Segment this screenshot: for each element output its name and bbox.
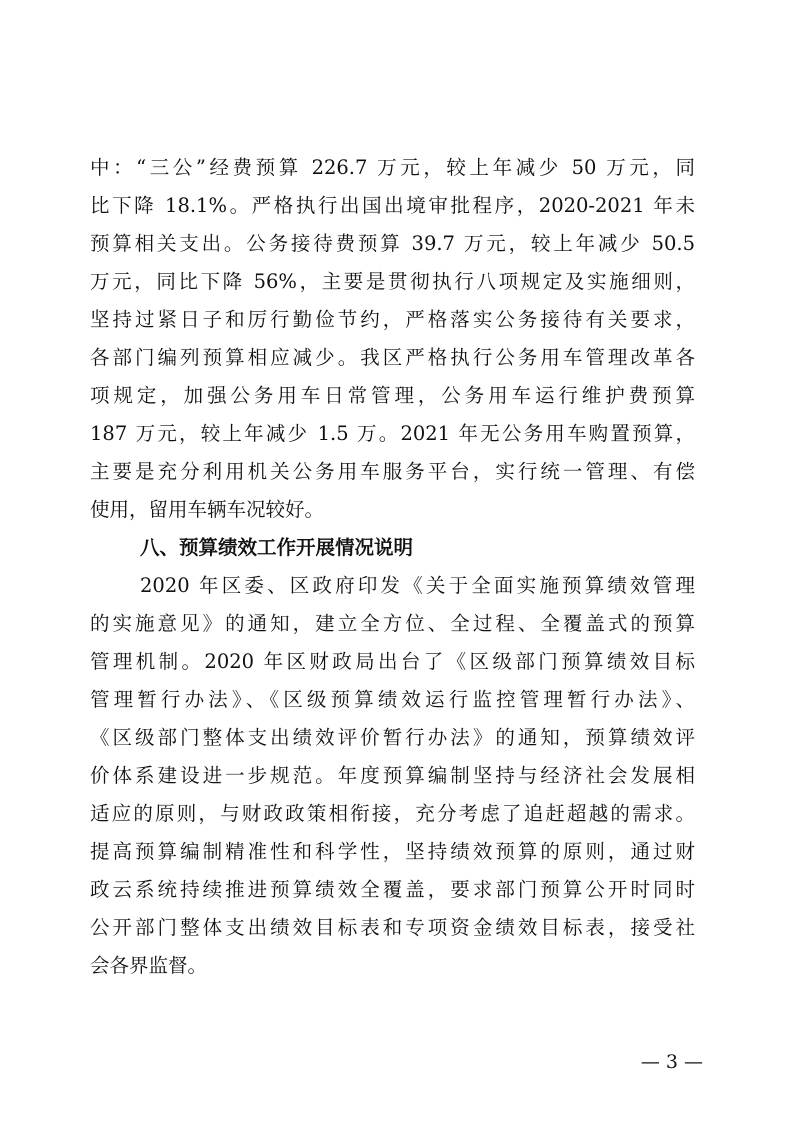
paragraph-2-line-6: 价体系建设进一步规范。年度预算编制坚持与经济社会发展相	[90, 764, 695, 787]
paragraph-2-line-2: 的实施意见》的通知，建立全方位、全过程、全覆盖式的预算	[90, 612, 695, 635]
paragraph-2-line-9: 政云系统持续推进预算绩效全覆盖，要求部门预算公开时同时	[90, 878, 695, 901]
paragraph-2-line-3: 管理机制。2020 年区财政局出台了《区级部门预算绩效目标	[90, 650, 695, 673]
paragraph-2-line-5: 《区级部门整体支出绩效评价暂行办法》的通知，预算绩效评	[90, 726, 695, 749]
section-heading: 八、预算绩效工作开展情况说明	[140, 536, 414, 559]
paragraph-1-line-9: 主要是充分利用机关公务用车服务平台，实行统一管理、有偿	[90, 460, 695, 483]
paragraph-2-line-4: 管理暂行办法》、《区级预算绩效运行监控管理暂行办法》、	[90, 688, 695, 711]
paragraph-1-line-7: 项规定，加强公务用车日常管理，公务用车运行维护费预算	[90, 384, 695, 407]
paragraph-1-line-8: 187 万元，较上年减少 1.5 万。2021 年无公务用车购置预算，	[90, 422, 695, 445]
paragraph-2-line-8: 提高预算编制精准性和科学性，坚持绩效预算的原则，通过财	[90, 840, 695, 863]
paragraph-1-line-4: 万元，同比下降 56%，主要是贯彻执行八项规定及实施细则，	[90, 270, 695, 293]
paragraph-1-line-2: 比下降 18.1%。严格执行出国出境审批程序，2020-2021 年未	[90, 194, 695, 217]
paragraph-1-line-1: 中：“三公”经费预算 226.7 万元，较上年减少 50 万元，同	[90, 156, 695, 179]
paragraph-2-line-10: 公开部门整体支出绩效目标表和专项资金绩效目标表，接受社	[90, 916, 695, 939]
paragraph-1-line-5: 坚持过紧日子和厉行勤俭节约，严格落实公务接待有关要求，	[90, 308, 695, 331]
paragraph-2-line-7: 适应的原则，与财政政策相衔接，充分考虑了追赶超越的需求。	[90, 802, 695, 825]
paragraph-2-line-11: 会各界监督。	[90, 954, 208, 977]
page-number: — 3 —	[640, 1051, 703, 1073]
paragraph-1-line-10: 使用，留用车辆车况较好。	[90, 498, 325, 521]
paragraph-2-line-1: 2020 年区委、区政府印发《关于全面实施预算绩效管理	[140, 574, 695, 597]
paragraph-1-line-6: 各部门编列预算相应减少。我区严格执行公务用车管理改革各	[90, 346, 695, 369]
paragraph-1-line-3: 预算相关支出。公务接待费预算 39.7 万元，较上年减少 50.5	[90, 232, 695, 255]
